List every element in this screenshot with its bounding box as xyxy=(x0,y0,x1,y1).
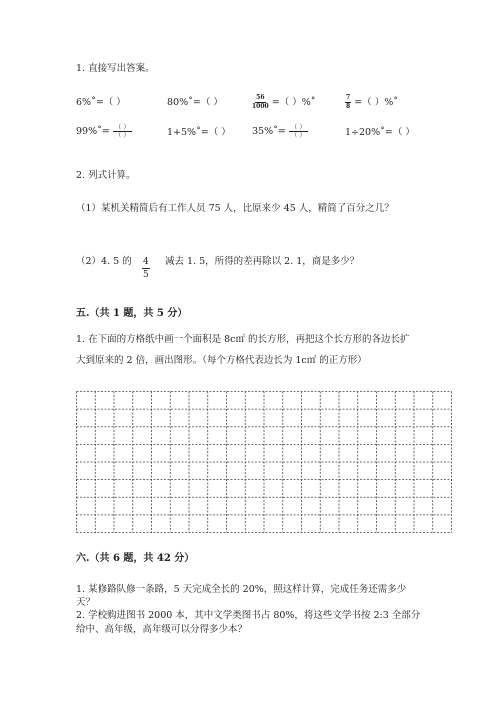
answer-item-3: $\frac{56}{1000}$ =（ ）%˚ xyxy=(252,94,316,110)
answer-item-7: 35%˚= （ ） （ ） xyxy=(252,123,306,139)
section6-question2-line2: 给中、高年级，高年级可以分得多少本？ xyxy=(76,624,248,635)
answer-item-5: 99%˚= （ ） （ ） xyxy=(76,123,130,139)
calc-question-2-fraction: $\frac{4}{5}$ xyxy=(143,257,149,280)
section6-question1-line1: 1. 某修路队修一条路，5 天完成全长的 20%，照这样计算，完成任务还需多少 xyxy=(76,584,407,595)
answer-item-2: 80%˚=（ ） xyxy=(167,97,223,108)
fraction: （ ） （ ） xyxy=(114,123,130,139)
fraction: $\frac{7}{8}$ xyxy=(346,94,351,110)
answer-item-4: $\frac{7}{8}$ =（ ）%˚ xyxy=(346,94,398,110)
fraction: （ ） （ ） xyxy=(290,123,306,139)
grid-paper xyxy=(76,391,452,533)
question-title-direct: 1. 直接写出答案。 xyxy=(76,63,155,74)
section-heading-5: 五.（共 1 题，共 5 分） xyxy=(76,308,188,319)
calc-question-2-pre: （2）4. 5 的 xyxy=(76,256,132,267)
question-title-calc: 2. 列式计算。 xyxy=(76,170,136,181)
section6-question1-line2: 天？ xyxy=(76,597,96,608)
section-heading-6: 六.（共 6 题，共 42 分） xyxy=(76,553,195,564)
calc-question-1: （1）某机关精简后有工作人员 75 人，比原来少 45 人，精简了百分之几？ xyxy=(76,203,394,214)
calc-question-2-post: 减去 1. 5，所得的差再除以 2. 1，商是多少？ xyxy=(165,256,360,267)
section5-question-line1: 1. 在下面的方格纸中画一个面积是 8c㎡ 的长方形，再把这个长方形的各边长扩 xyxy=(76,334,410,345)
answer-item-1: 6%˚=（ ） xyxy=(76,97,126,108)
section6-question2-line1: 2. 学校购进图书 2000 本，其中文学类图书占 80%，将这些文学书按 2:3 全部分 xyxy=(76,610,421,621)
section5-question-line2: 大到原来的 2 倍，画出图形。（每个方格代表边长为 1c㎡ 的正方形） xyxy=(76,355,367,366)
fraction: $\frac{56}{1000}$ xyxy=(252,94,269,110)
answer-item-8: 1÷20%˚=（ ） xyxy=(345,127,415,138)
answer-item-6: 1+5%˚=（ ） xyxy=(167,127,231,138)
